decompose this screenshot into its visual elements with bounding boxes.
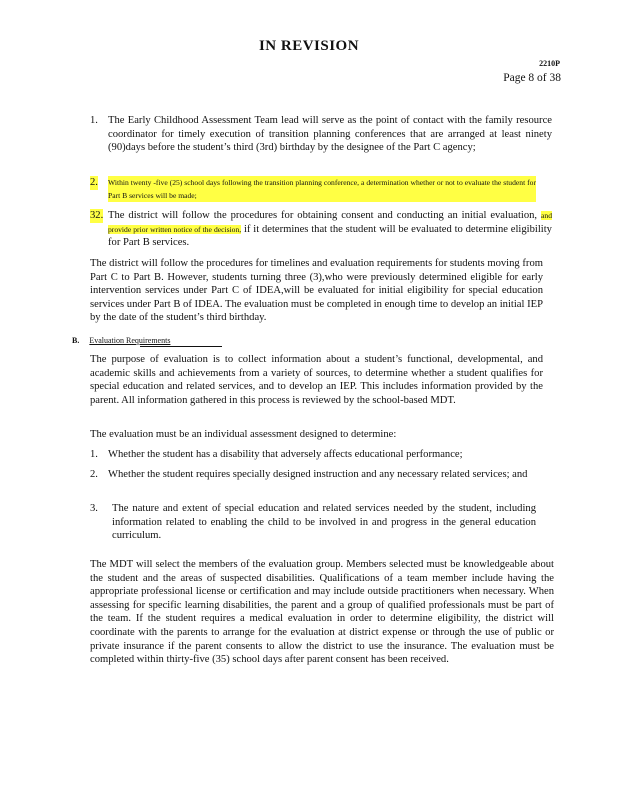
list-number: 2. [90, 177, 98, 188]
individual-assessment-paragraph: The evaluation must be an individual assessment designed to determine: [90, 429, 397, 440]
text-segment: The district will follow the procedures for obtaining consent and conducting an initial evaluation, [108, 210, 538, 221]
section-title: Evaluation Requirements [89, 336, 171, 345]
list-item-text: Whether the student requires specially designed instruction and any necessary related services; and [108, 469, 528, 480]
list-number: 3. [90, 503, 98, 514]
list-item-text: The nature and extent of special education and related services needed by the student, including information related to enabling the child to be involved in and progress in the general education curriculum. [112, 503, 536, 542]
list-item [90, 502, 536, 543]
timelines-paragraph: The district will follow the procedures for timelines and evaluation requirements for students moving from Part C to Part B. However, students turning three (3),who were previously determined eligible for early intervention services under Part C of IDEA,will be evaluated for initial eligibility for special education services under Part B of IDEA. The evaluation must be completed in enough time to develop an initial IEP by the date of the student’s third birthday. [90, 258, 543, 324]
page-number: Page 8 of 38 [503, 72, 561, 84]
section-letter: B. [72, 336, 80, 345]
list-number: 1. [90, 449, 98, 460]
list-item-text: Whether the student has a disability that adversely affects educational performance; [108, 449, 463, 460]
purpose-paragraph: The purpose of evaluation is to collect information about a student’s functional, developmental, and academic skills and achievements from a variety of sources, to determine whether a student qualifies for special education and related services, and to develop an IEP. This includes information provided by the parent. All information gathered in this process is reviewed by the school-based MDT. [90, 354, 543, 406]
list-item-text-deleted: Within twenty -five (25) school days following the transition planning conference, a determination whether or not to evaluate the student for Part B services will be made; [108, 178, 536, 200]
list-item-text [108, 209, 552, 250]
list-item-highlighted [90, 176, 536, 202]
section-rule [140, 346, 222, 347]
section-heading [72, 336, 170, 345]
list-item [90, 468, 530, 482]
list-number: 1. [90, 115, 98, 126]
inserted-text: and provide prior written notice of the decision, [108, 211, 552, 234]
list-item [90, 209, 552, 250]
text-segment: if it determines that the student will be evaluated to determine eligibility for Part B services. [108, 223, 552, 249]
list-item [90, 114, 552, 155]
list-item-text: The Early Childhood Assessment Team lead will serve as the point of contact with the family resource coordinator for timely execution of transition planning conferences that are arranged at least ninety (90)days before the student’s third (3rd) birthday by the designee of the Part C agency; [108, 115, 552, 154]
list-number: 2. [90, 469, 98, 480]
revision-title: IN REVISION [258, 38, 360, 54]
list-number: 32. [90, 210, 104, 221]
mdt-paragraph: The MDT will select the members of the evaluation group. Members selected must be knowledgeable about the student and the areas of suspected disabilities. Qualifications of a team member include having the appropriate professional license or certification and may include outside practitioners when necessary. When assessing for specific learning disabilities, the parent and a group of qualified professionals must be part of the team. If the student requires a medical evaluation in order to determine eligibility, the district will coordinate with the parents to arrange for the evaluation at district expense or through the use of public or private insurance if the parent consents to allow the district to use the insurance. The evaluation must be completed within thirty-five (35) school days after parent consent has been received. [90, 559, 554, 666]
list-item [90, 448, 530, 462]
policy-code: 2210P [539, 59, 560, 68]
